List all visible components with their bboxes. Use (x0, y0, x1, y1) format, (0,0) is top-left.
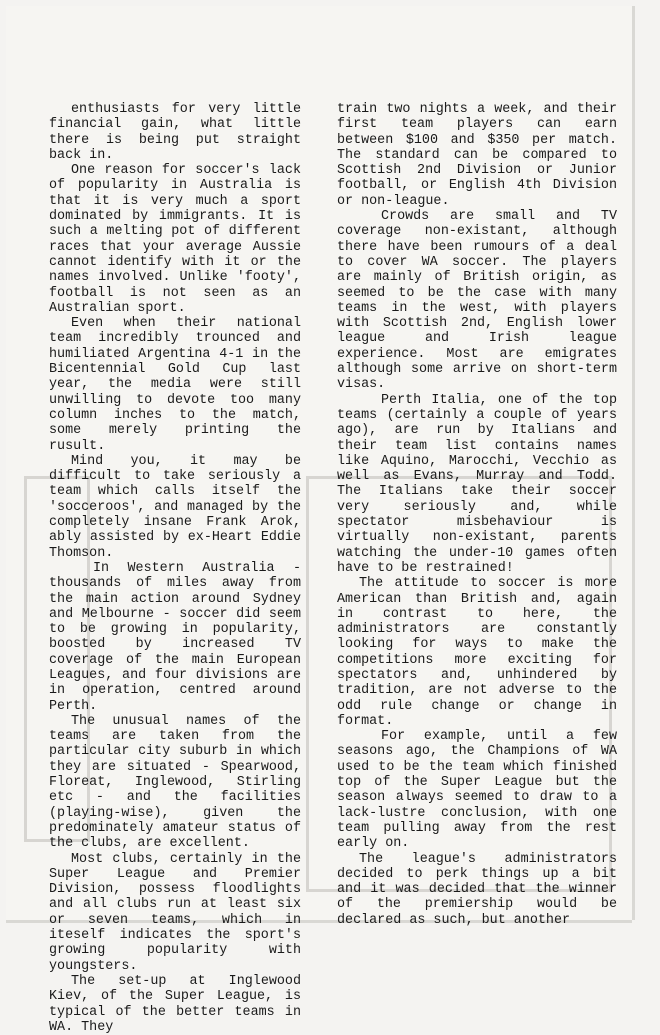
paragraph: train two nights a week, and their first team players can earn between $100 and $350 per match. The standard can be compared to Scottish 2nd Division or Junior football, or English 4th Division or non-league. (337, 102, 617, 209)
left-column (49, 102, 301, 1035)
paragraph: Even when their national team incredibly trounced and humiliated Argentina 4-1 in the Bicentennial Gold Cup last year, the media were still unwilling to devote too many column inches to the match, some merely printing the rusult. (49, 316, 301, 454)
paragraph: In Western Australia - thousands of miles away from the main action around Sydney and Melbourne - soccer did seem to be growing in popularity, boosted by increased TV coverage of the main European Leagues, and four divisions are in operation, centred around Perth. (49, 560, 301, 714)
paragraph: Perth Italia, one of the top teams (certainly a couple of years ago), are run by Italians and their team list contains names like Aquino, Marocchi, Vecchio as well as Evans, Murray and Todd. The Italians take their soccer very seriously and, while spectator misbehaviour is virtually non-existant, parents watching the under-10 games often have to be restrained! (337, 392, 617, 576)
paragraph: Most clubs, certainly in the Super League and Premier Division, possess floodlights and all clubs run at least six or seven teams, which in iteself indicates the sport's growing popularity with youngsters. (49, 851, 301, 974)
paragraph: One reason for soccer's lack of popularity in Australia is that it is very much a sport dominated by immigrants. It is such a melting pot of different races that your average Aussie cannot identify with it or the names involved. Unlike 'footy', football is not seen as an Australian sport. (49, 163, 301, 316)
paragraph: Crowds are small and TV coverage non-existant, although there have been rumours of a deal to cover WA soccer. The players are mainly of British origin, as seemed to be the case with many teams in the west, with players with Scottish 2nd, English lower league and Irish league experience. Most are emigrates although some arrive on short-term visas. (337, 209, 617, 393)
paragraph: The attitude to soccer is more American than British and, again in contrast to here, the administrators are constantly looking for ways to make the competitions more exciting for spectators and, unhindered by tradition, are not adverse to the odd rule change or change in format. (337, 576, 617, 729)
paragraph: For example, until a few seasons ago, the Champions of WA used to be the team which finished top of the Super League but the season always seemed to draw to a lack-lustre conclusion, with one team pulling away from the rest early on. (337, 729, 617, 852)
paragraph: The unusual names of the teams are taken from the particular city suburb in which they are situated - Spearwood, Floreat, Inglewood, Stirling etc - and the facilities (playing-wise), given the predominately amateur status of the clubs, are excellent. (49, 713, 301, 852)
paragraph: enthusiasts for very little financial gain, what little there is being put straight back in. (49, 102, 301, 163)
show-through-text-left (16, 58, 316, 98)
right-column (337, 102, 617, 928)
document-page (6, 6, 632, 1035)
paragraph: The league's administrators decided to perk things up a bit and it was decided that the winner of the premiership would be declared as such, but another (337, 851, 617, 928)
paragraph: Mind you, it may be difficult to take seriously a team which calls itself the 'socceroos', and managed by the completely insane Frank Arok, ably assisted by ex-Heart Eddie Thomson. (49, 453, 301, 561)
paragraph: The set-up at Inglewood Kiev, of the Super League, is typical of the better teams in WA. They (49, 973, 301, 1035)
